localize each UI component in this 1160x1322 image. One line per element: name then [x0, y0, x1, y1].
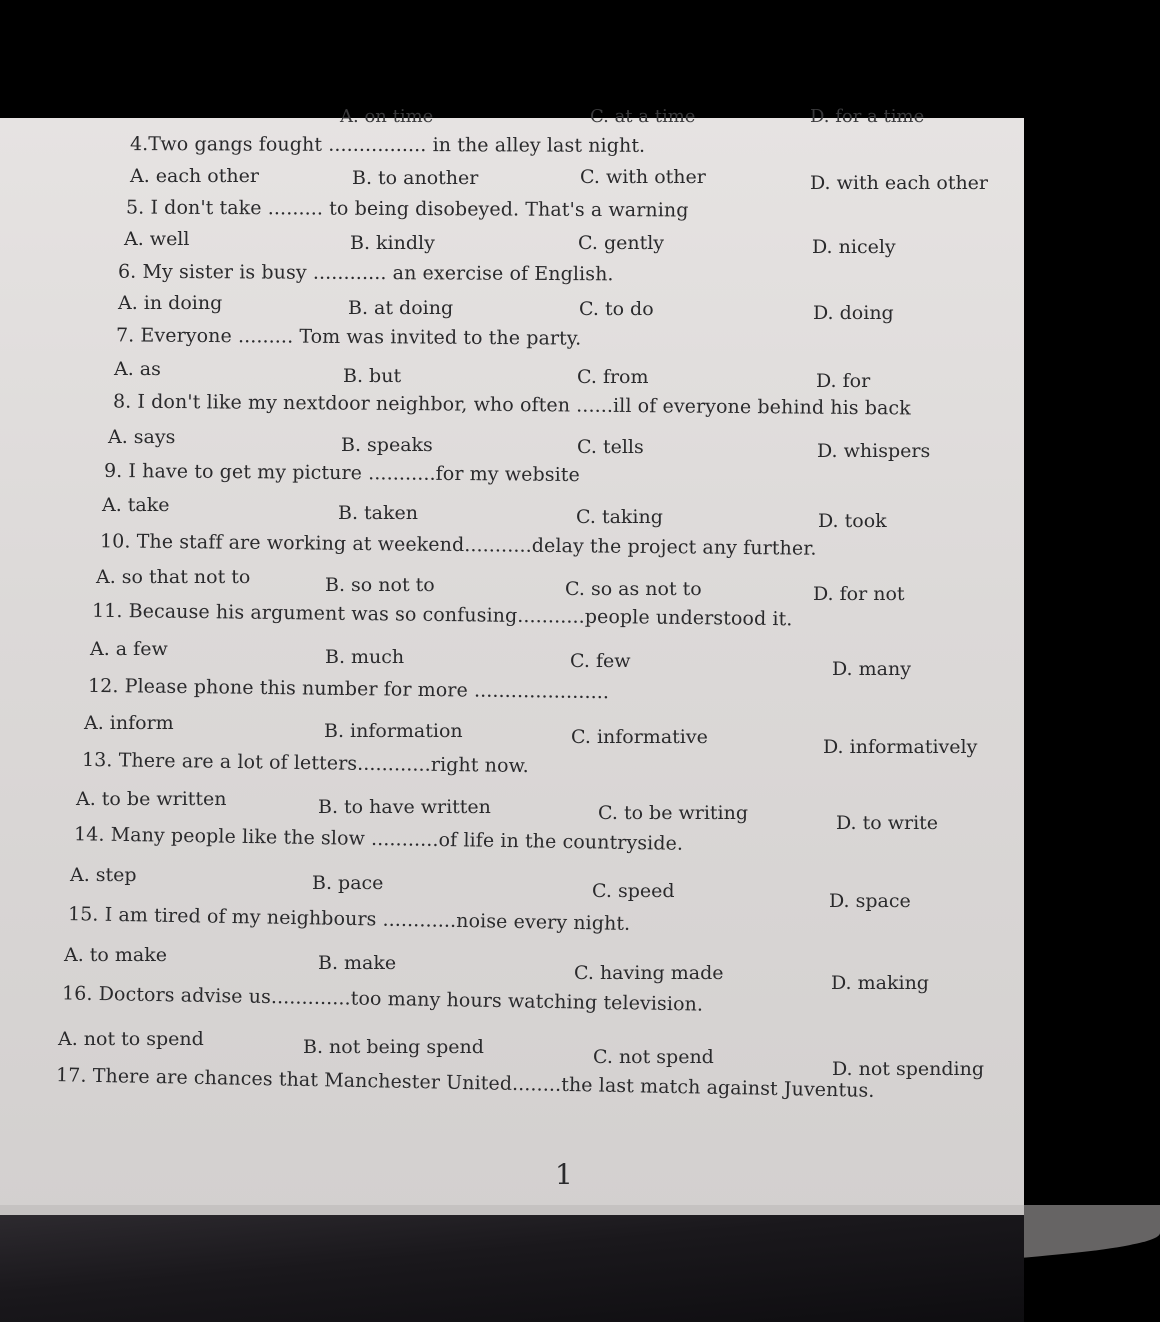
q4-option-c: C. with other — [580, 166, 706, 188]
question-16: 16. Doctors advise us.............too many hours watching television. — [61, 982, 704, 1016]
q8-option-d: D. whispers — [817, 440, 931, 462]
q5-option-a: A. well — [124, 228, 190, 250]
q5-option-b: B. kindly — [350, 232, 435, 254]
q6-option-b: B. at doing — [348, 297, 454, 319]
q11-option-d: D. many — [832, 658, 911, 680]
q4-option-a: A. each other — [130, 165, 259, 187]
q12-option-b: B. information — [324, 720, 463, 742]
q15-option-d: D. making — [831, 972, 929, 994]
q14-option-d: D. space — [829, 890, 911, 912]
q16-option-d: D. not spending — [832, 1058, 985, 1080]
q11-option-a: A. a few — [90, 638, 168, 660]
q10-option-d: D. for not — [813, 583, 905, 605]
question-4: 4.Two gangs fought ................ in the alley last night. — [129, 133, 646, 157]
question-10: 10. The staff are working at weekend...........delay the project any further. — [99, 530, 817, 560]
q8-option-c: C. tells — [577, 436, 644, 458]
question-7: 7. Everyone ......... Tom was invited to the party. — [115, 324, 582, 350]
q6-option-c: C. to do — [579, 298, 654, 320]
q14-option-b: B. pace — [312, 872, 384, 894]
question-15: 15. I am tired of my neighbours ............noise every night. — [67, 903, 631, 935]
q11-option-b: B. much — [325, 646, 405, 668]
q9-option-a: A. take — [102, 494, 170, 516]
q7-option-c: C. from — [577, 366, 649, 388]
exam-sheet — [0, 106, 1024, 1220]
q12-option-c: C. informative — [571, 726, 708, 748]
cut-option-a: A. on time — [340, 106, 434, 127]
q9-option-c: C. taking — [576, 506, 663, 528]
q10-option-c: C. so as not to — [565, 578, 702, 600]
q5-option-c: C. gently — [578, 232, 665, 254]
q15-option-c: C. having made — [574, 962, 724, 984]
q15-option-a: A. to make — [64, 944, 168, 966]
q15-option-b: B. make — [318, 952, 397, 974]
q14-option-a: A. step — [70, 864, 137, 886]
q5-option-d: D. nicely — [812, 236, 896, 258]
q13-option-a: A. to be written — [76, 788, 227, 810]
question-12: 12. Please phone this number for more ...................... — [87, 674, 610, 704]
q4-option-b: B. to another — [352, 167, 479, 189]
q7-option-d: D. for — [816, 370, 871, 392]
question-5: 5. I don't take ......... to being disobeyed. That's a warning — [125, 196, 689, 222]
question-13: 13. There are a lot of letters............right now. — [81, 748, 529, 778]
question-6: 6. My sister is busy ............ an exercise of English. — [117, 260, 614, 286]
q13-option-d: D. to write — [836, 812, 939, 834]
q7-option-a: A. as — [114, 358, 161, 380]
question-9: 9. I have to get my picture ...........for my website — [103, 459, 580, 487]
q4-option-d: D. with each other — [810, 172, 989, 194]
q13-option-b: B. to have written — [318, 796, 491, 818]
question-8: 8. I don't like my nextdoor neighbor, who often ......ill of everyone behind his back — [112, 390, 911, 420]
cut-option-c: C. at a time — [590, 106, 696, 127]
q13-option-c: C. to be writing — [598, 802, 749, 824]
q16-option-b: B. not being spend — [303, 1036, 484, 1058]
question-14: 14. Many people like the slow ...........of life in the countryside. — [73, 823, 684, 855]
q14-option-c: C. speed — [592, 880, 675, 902]
cut-option-d: D. for a time — [810, 106, 925, 127]
q7-option-b: B. but — [343, 365, 402, 387]
question-11: 11. Because his argument was so confusing...........people understood it. — [91, 599, 793, 631]
q10-option-a: A. so that not to — [96, 566, 251, 588]
q8-option-a: A. says — [108, 426, 176, 448]
q9-option-b: B. taken — [338, 502, 418, 524]
q8-option-b: B. speaks — [341, 434, 433, 456]
q6-option-a: A. in doing — [118, 292, 223, 314]
q9-option-d: D. took — [818, 510, 887, 532]
page-number: 1 — [555, 1158, 573, 1191]
question-17: 17. There are chances that Manchester United........the last match against Juventus. — [55, 1064, 875, 1102]
q16-option-a: A. not to spend — [58, 1028, 204, 1050]
q12-option-d: D. informatively — [823, 736, 978, 758]
cut-off-previous-options — [340, 106, 960, 127]
q6-option-d: D. doing — [813, 302, 894, 324]
q16-option-c: C. not spend — [593, 1046, 714, 1068]
q10-option-b: B. so not to — [325, 574, 435, 596]
q12-option-a: A. inform — [84, 712, 174, 734]
q11-option-c: C. few — [570, 650, 631, 672]
dark-background-bottom — [0, 1215, 1024, 1322]
